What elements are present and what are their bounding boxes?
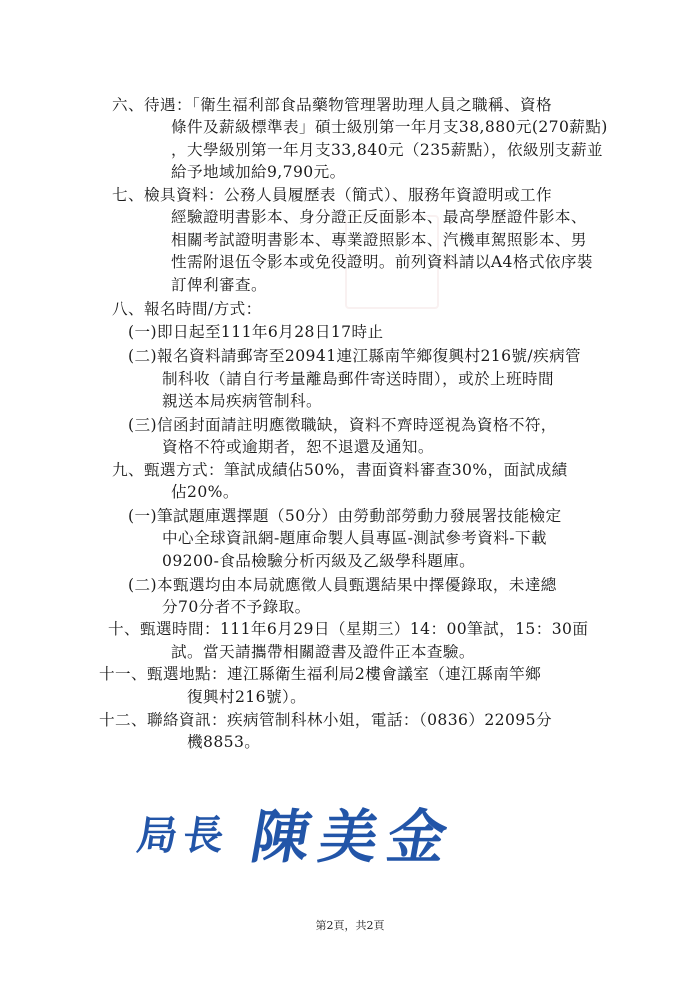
- doc-line: ，大學級別第一年月支33,840元（235薪點），依級別支薪並: [171, 141, 603, 159]
- signature-title: 局長: [134, 813, 233, 859]
- doc-line: 機8853。: [187, 733, 261, 751]
- doc-line: 訂俾利審查。: [171, 276, 267, 294]
- doc-line: 性需附退伍令影本或免役證明。前列資料請以A4格式依序裝: [171, 253, 593, 271]
- doc-line: 給予地域加給9,790元。: [171, 163, 346, 181]
- doc-line: 09200-食品檢驗分析丙級及乙級學科題庫。: [162, 552, 476, 570]
- doc-line: (一)即日起至111年6月28日17時止: [128, 323, 384, 341]
- doc-line: 十一、甄選地點：連江縣衛生福利局2樓會議室（連江縣南竿鄉: [99, 665, 542, 683]
- doc-line: 十二、聯絡資訊：疾病管制科林小姐，電話：（0836）22095分: [99, 711, 552, 729]
- doc-line: 復興村216號）。: [187, 688, 307, 706]
- doc-line: 條件及薪級標準表」碩士級別第一年月支38,880元(270薪點): [171, 118, 608, 136]
- doc-line: 八、報名時間/方式：: [112, 300, 262, 318]
- director-signature: [128, 782, 463, 872]
- doc-line: 佔20%。: [171, 483, 239, 501]
- doc-line: 六、待遇：「衛生福利部食品藥物管理署助理人員之職稱、資格: [112, 96, 553, 114]
- signature-name: 陳美金: [246, 803, 463, 871]
- doc-line: (二)報名資料請郵寄至20941連江縣南竿鄉復興村216號/疾病管: [128, 347, 582, 365]
- doc-line: 相關考試證明書影本、專業證照影本、汽機車駕照影本、男: [171, 231, 587, 249]
- doc-line: 親送本局疾病管制科。: [162, 392, 322, 410]
- doc-line: 九、甄選方式：筆試成績佔50%，書面資料審查30%，面試成績: [112, 461, 568, 479]
- doc-line: 制科收（請自行考量離島郵件寄送時間），或於上班時間: [162, 370, 555, 388]
- doc-line: 資格不符或逾期者，恕不退還及通知。: [162, 438, 434, 456]
- doc-line: 經驗證明書影本、身分證正反面影本、最高學歷證件影本、: [171, 208, 587, 226]
- doc-line: 中心全球資訊網-題庫命製人員專區-測試參考資料-下載: [162, 529, 547, 547]
- doc-line: 試。當天請攜帶相關證書及證件正本查驗。: [171, 643, 475, 661]
- doc-line: 七、檢具資料：公務人員履歷表（簡式）、服務年資證明或工作: [112, 186, 553, 204]
- page-footer: 第2頁，共2頁: [315, 919, 385, 932]
- doc-line: (一)筆試題庫選擇題（50分）由勞動部勞動力發展署技能檢定: [128, 507, 562, 525]
- doc-line: (三)信函封面請註明應徵職缺，資料不齊時逕視為資格不符，: [128, 416, 557, 434]
- doc-line: 分70分者不予錄取。: [162, 598, 311, 616]
- doc-line: 十、甄選時間：111年6月29日（星期三）14：00筆試，15：30面: [108, 620, 589, 638]
- doc-line: (二)本甄選均由本局就應徵人員甄選結果中擇優錄取，未達總: [128, 576, 557, 594]
